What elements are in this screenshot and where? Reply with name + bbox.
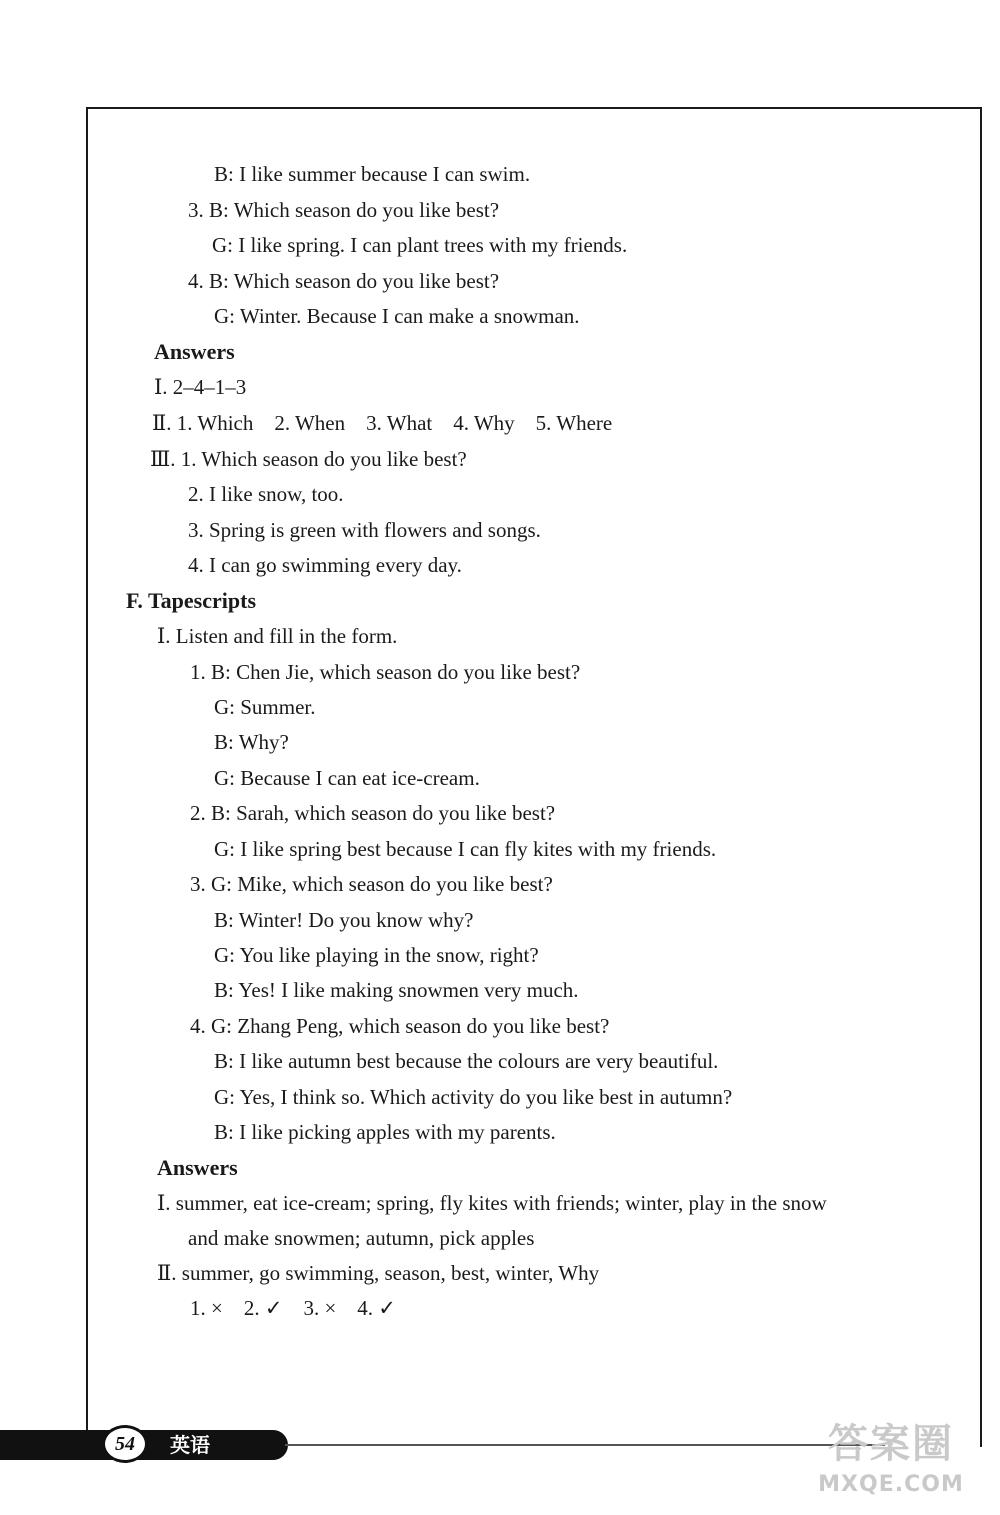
text-line: B: Yes! I like making snowmen very much. [214, 978, 579, 1002]
text-line: 3. B: Which season do you like best? [188, 198, 500, 222]
text-line: Ⅱ. summer, go swimming, season, best, winter, Why [157, 1261, 600, 1285]
text-line: G: Yes, I think so. Which activity do you like best in autumn? [214, 1085, 733, 1109]
text-line: Ⅲ. 1. Which season do you like best? [150, 447, 467, 471]
text-line: B: I like summer because I can swim. [214, 162, 531, 186]
text-line: 2. B: Sarah, which season do you like best? [190, 801, 556, 825]
text-line: 3. Spring is green with flowers and songs. [188, 518, 541, 542]
section-heading: F. Tapescripts [126, 588, 257, 613]
text-line: B: I like picking apples with my parents. [214, 1120, 556, 1144]
text-line: B: Winter! Do you know why? [214, 908, 474, 932]
text-line: G: Summer. [214, 695, 316, 719]
text-line: 1. B: Chen Jie, which season do you like best? [190, 660, 581, 684]
page-number: 54 [102, 1425, 148, 1463]
text-line: G: You like playing in the snow, right? [214, 943, 539, 967]
text-line: B: I like autumn best because the colours are very beautiful. [214, 1049, 719, 1073]
watermark-url: MXQE.COM [818, 1472, 964, 1497]
text-line: G: Because I can eat ice-cream. [214, 766, 480, 790]
text-line: and make snowmen; autumn, pick apples [188, 1226, 535, 1250]
watermark [796, 1418, 986, 1508]
text-line: Ⅰ. 2–4–1–3 [154, 375, 247, 399]
footer-rule [285, 1444, 885, 1446]
text-line: Ⅰ. summer, eat ice-cream; spring, fly kites with friends; winter, play in the snow [157, 1191, 827, 1215]
text-line: 4. I can go swimming every day. [188, 553, 462, 577]
section-heading: Answers [157, 1155, 238, 1180]
text-line: 4. B: Which season do you like best? [188, 269, 500, 293]
text-line: B: Why? [214, 730, 289, 754]
text-line: 4. G: Zhang Peng, which season do you like best? [190, 1014, 610, 1038]
text-line: 2. I like snow, too. [188, 482, 344, 506]
text-line: 1. × 2. ✓ 3. × 4. ✓ [190, 1296, 396, 1320]
text-line: 3. G: Mike, which season do you like best? [190, 872, 553, 896]
text-line: G: I like spring. I can plant trees with my friends. [212, 233, 628, 257]
text-line: Ⅱ. 1. Which 2. When 3. What 4. Why 5. Where [152, 411, 613, 435]
subject-label: 英语 [170, 1433, 210, 1457]
text-line: G: Winter. Because I can make a snowman. [214, 304, 580, 328]
text-line: Ⅰ. Listen and fill in the form. [157, 624, 398, 648]
watermark-logo-text: 答案圈 [828, 1421, 954, 1467]
section-heading: Answers [154, 339, 235, 364]
text-line: G: I like spring best because I can fly kites with my friends. [214, 837, 717, 861]
